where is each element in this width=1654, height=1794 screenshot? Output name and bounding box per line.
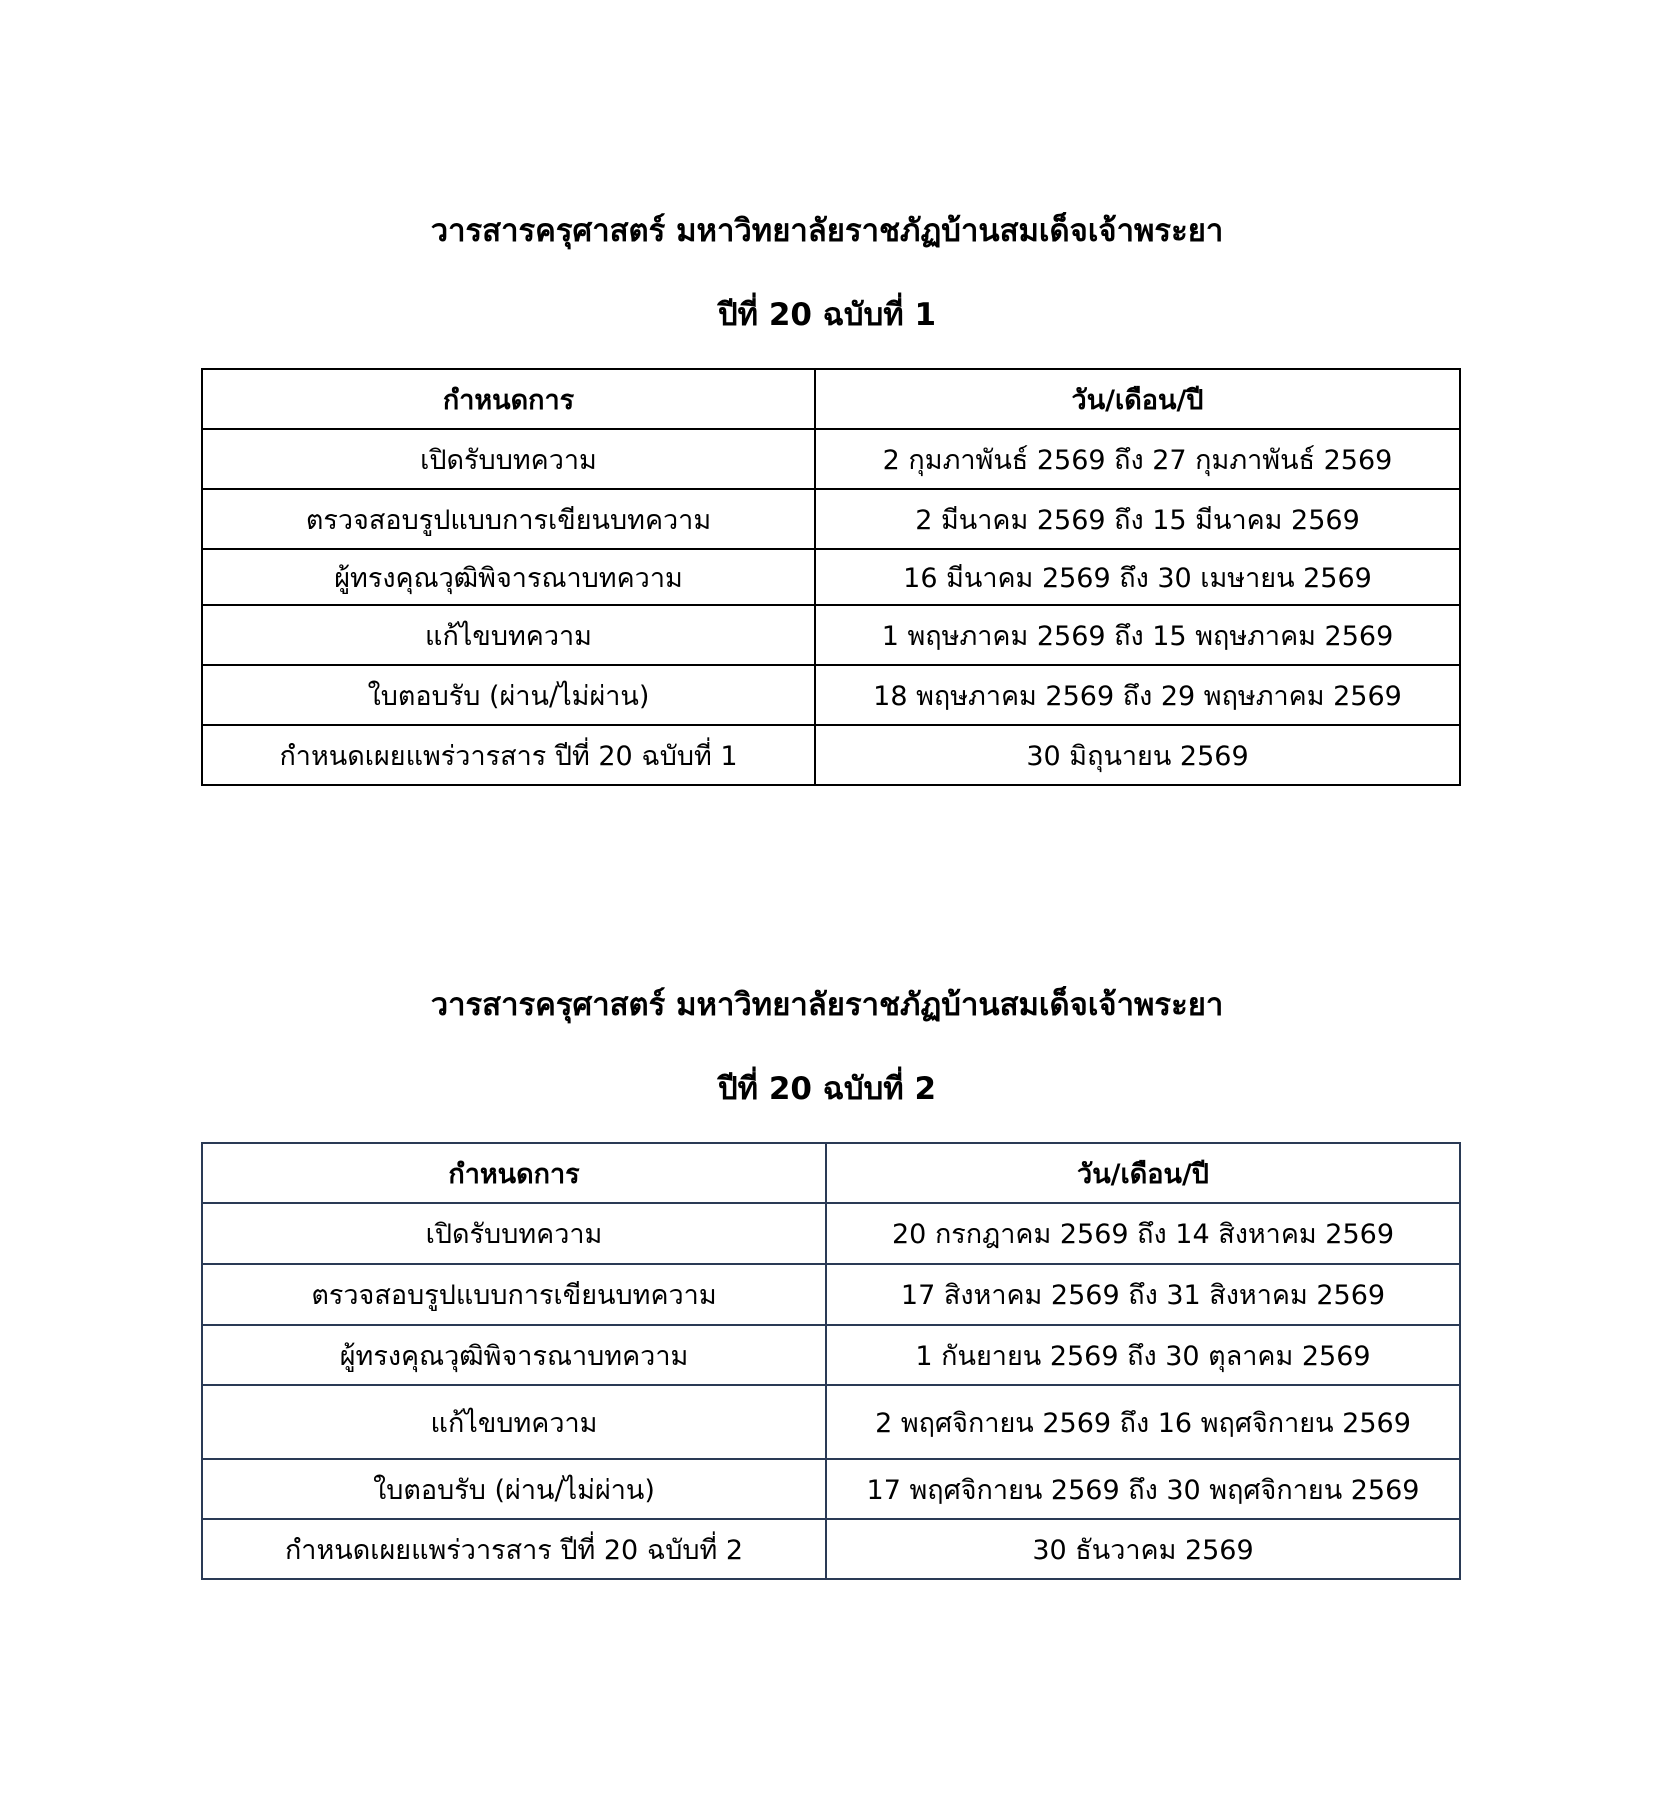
table-row xyxy=(202,1459,1460,1519)
table-row xyxy=(202,489,1460,549)
table-row xyxy=(202,605,1460,665)
issue1-schedule-table xyxy=(201,368,1461,786)
schedule-date: 16 มีนาคม 2569 ถึง 30 เมษายน 2569 xyxy=(815,549,1460,605)
schedule-item: ผู้ทรงคุณวุฒิพิจารณาบทความ xyxy=(202,549,815,605)
schedule-item: กำหนดเผยแพร่วารสาร ปีที่ 20 ฉบับที่ 1 xyxy=(202,725,815,785)
schedule-item: เปิดรับบทความ xyxy=(202,429,815,489)
issue1-title: วารสารครุศาสตร์ มหาวิทยาลัยราชภัฏบ้านสมเด็จเจ้าพระยา xyxy=(430,213,1224,249)
schedule-item: กำหนดเผยแพร่วารสาร ปีที่ 20 ฉบับที่ 2 xyxy=(202,1519,826,1579)
header-date: วัน/เดือน/ปี xyxy=(826,1143,1460,1203)
schedule-item: ใบตอบรับ (ผ่าน/ไม่ผ่าน) xyxy=(202,1459,826,1519)
table-row xyxy=(202,725,1460,785)
schedule-date: 18 พฤษภาคม 2569 ถึง 29 พฤษภาคม 2569 xyxy=(815,665,1460,725)
schedule-item: ตรวจสอบรูปแบบการเขียนบทความ xyxy=(202,489,815,549)
schedule-item: ใบตอบรับ (ผ่าน/ไม่ผ่าน) xyxy=(202,665,815,725)
issue1-subtitle: ปีที่ 20 ฉบับที่ 1 xyxy=(717,297,937,333)
header-date: วัน/เดือน/ปี xyxy=(815,369,1460,429)
table-header-row xyxy=(202,1143,1460,1203)
schedule-date: 30 ธันวาคม 2569 xyxy=(826,1519,1460,1579)
table-row xyxy=(202,1519,1460,1579)
schedule-item: ผู้ทรงคุณวุฒิพิจารณาบทความ xyxy=(202,1325,826,1385)
schedule-date: 1 กันยายน 2569 ถึง 30 ตุลาคม 2569 xyxy=(826,1325,1460,1385)
schedule-date: 17 สิงหาคม 2569 ถึง 31 สิงหาคม 2569 xyxy=(826,1264,1460,1325)
schedule-date: 30 มิถุนายน 2569 xyxy=(815,725,1460,785)
schedule-date: 2 มีนาคม 2569 ถึง 15 มีนาคม 2569 xyxy=(815,489,1460,549)
header-schedule: กำหนดการ xyxy=(202,1143,826,1203)
table-row xyxy=(202,1385,1460,1459)
table-row xyxy=(202,549,1460,605)
schedule-date: 2 พฤศจิกายน 2569 ถึง 16 พฤศจิกายน 2569 xyxy=(826,1385,1460,1459)
schedule-item: เปิดรับบทความ xyxy=(202,1203,826,1264)
table-row xyxy=(202,429,1460,489)
table-row xyxy=(202,1325,1460,1385)
issue2-subtitle: ปีที่ 20 ฉบับที่ 2 xyxy=(717,1071,937,1107)
issue2-schedule-table xyxy=(201,1142,1461,1580)
schedule-date: 17 พฤศจิกายน 2569 ถึง 30 พฤศจิกายน 2569 xyxy=(826,1459,1460,1519)
header-schedule: กำหนดการ xyxy=(202,369,815,429)
schedule-item: แก้ไขบทความ xyxy=(202,605,815,665)
table-row xyxy=(202,665,1460,725)
schedule-item: แก้ไขบทความ xyxy=(202,1385,826,1459)
schedule-item: ตรวจสอบรูปแบบการเขียนบทความ xyxy=(202,1264,826,1325)
table-row xyxy=(202,1203,1460,1264)
schedule-date: 1 พฤษภาคม 2569 ถึง 15 พฤษภาคม 2569 xyxy=(815,605,1460,665)
issue2-title: วารสารครุศาสตร์ มหาวิทยาลัยราชภัฏบ้านสมเด็จเจ้าพระยา xyxy=(430,987,1224,1023)
table-header-row xyxy=(202,369,1460,429)
schedule-date: 20 กรกฎาคม 2569 ถึง 14 สิงหาคม 2569 xyxy=(826,1203,1460,1264)
schedule-date: 2 กุมภาพันธ์ 2569 ถึง 27 กุมภาพันธ์ 2569 xyxy=(815,429,1460,489)
table-row xyxy=(202,1264,1460,1325)
